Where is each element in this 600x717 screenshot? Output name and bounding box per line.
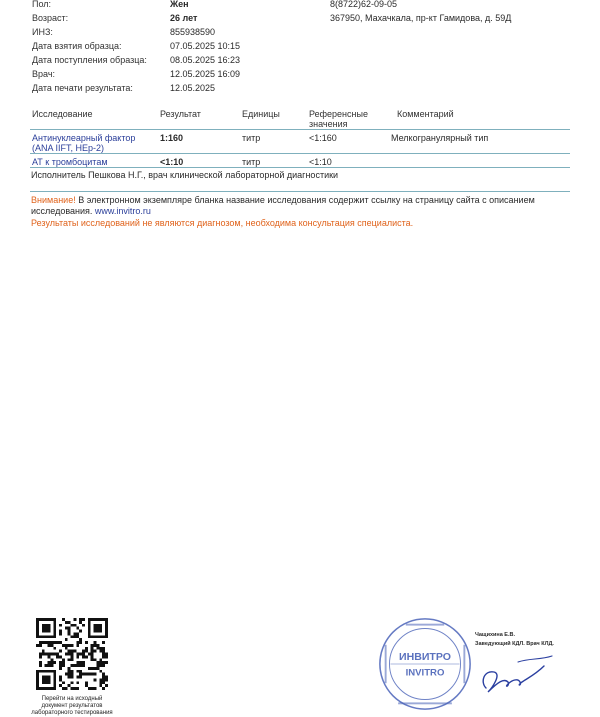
invitro-link[interactable]: www.invitro.ru xyxy=(94,206,151,216)
executor-line: Исполнитель Пешкова Н.Г., врач клинической лабораторной диагностики xyxy=(31,170,339,180)
comment-value: Мелкогранулярный тип xyxy=(391,133,489,143)
signer-title: Заведующий КДЛ. Врач КЛД. xyxy=(475,641,554,647)
lab-phone: 8(8722)62-09-05 xyxy=(330,0,398,9)
reference-value: <1:160 xyxy=(309,133,337,143)
sample-received-value: 08.05.2025 16:23 xyxy=(170,55,241,65)
sample-taken-value: 07.05.2025 10:15 xyxy=(170,41,241,51)
sex-label: Пол: xyxy=(32,0,52,9)
lab-address: 367950, Махачкала, пр-кт Гамидова, д. 59Д xyxy=(330,13,512,23)
qr-caption xyxy=(22,696,122,717)
sex-value: Жен xyxy=(170,0,189,9)
doctor-label: Врач: xyxy=(32,69,56,79)
reference-value: <1:10 xyxy=(309,157,332,167)
col-header-reference-line2: значения xyxy=(309,119,348,129)
print-date-value: 12.05.2025 xyxy=(170,83,216,93)
qr-caption-line1: Перейти на исходный xyxy=(41,696,103,702)
notice-line2 xyxy=(31,206,151,216)
result-value: 1:160 xyxy=(160,133,184,143)
result-value: <1:10 xyxy=(160,157,184,167)
study-link-ana-method[interactable]: (ANA IIFT, HEp-2) xyxy=(32,143,105,153)
qr-caption-line3: лабораторного тестирования xyxy=(31,710,113,716)
study-link-ana[interactable]: Антинуклеарный фактор xyxy=(32,133,136,143)
print-date-label: Дата печати результата: xyxy=(32,83,133,93)
diagnosis-warning: Результаты исследований не являются диагнозом, необходима консультация специалиста. xyxy=(31,218,414,228)
col-header-reference-line1: Референсные xyxy=(309,109,368,119)
doctor-value: 12.05.2025 16:09 xyxy=(170,69,241,79)
stamp-text: ИНВИТРО xyxy=(399,651,451,664)
notice-text: В электронном экземпляре бланка название исследования содержит ссылку на страницу сайта с описанием xyxy=(75,195,535,205)
signer-name: Чащихина Е.В. xyxy=(475,632,515,638)
units-value: титр xyxy=(242,157,261,167)
col-header-result: Результат xyxy=(160,109,201,119)
notice-line1 xyxy=(31,195,535,205)
qr-caption-line2: документ результатов xyxy=(41,703,103,709)
age-label: Возраст: xyxy=(32,13,69,23)
col-header-comment: Комментарий xyxy=(397,109,454,119)
table-divider xyxy=(30,129,570,130)
col-header-units: Единицы xyxy=(242,109,280,119)
sample-received-label: Дата поступления образца: xyxy=(32,55,147,65)
notice-text-prefix: исследования. xyxy=(31,206,95,216)
attention-word: Внимание! xyxy=(31,195,76,205)
sample-taken-label: Дата взятия образца: xyxy=(32,41,122,51)
inz-value: 855938590 xyxy=(170,27,216,37)
table-divider xyxy=(30,167,570,168)
units-value: титр xyxy=(242,133,261,143)
inz-label: ИНЗ: xyxy=(32,27,53,37)
col-header-study: Исследование xyxy=(32,109,93,119)
study-link-platelets[interactable]: АТ к тромбоцитам xyxy=(32,157,108,167)
table-divider xyxy=(30,153,570,154)
stamp-text-latin: INVITRO xyxy=(405,667,445,679)
qr-code[interactable] xyxy=(36,618,108,690)
signature xyxy=(478,652,558,698)
section-divider xyxy=(30,191,570,192)
invitro-stamp xyxy=(377,616,473,712)
age-value: 26 лет xyxy=(170,13,198,23)
